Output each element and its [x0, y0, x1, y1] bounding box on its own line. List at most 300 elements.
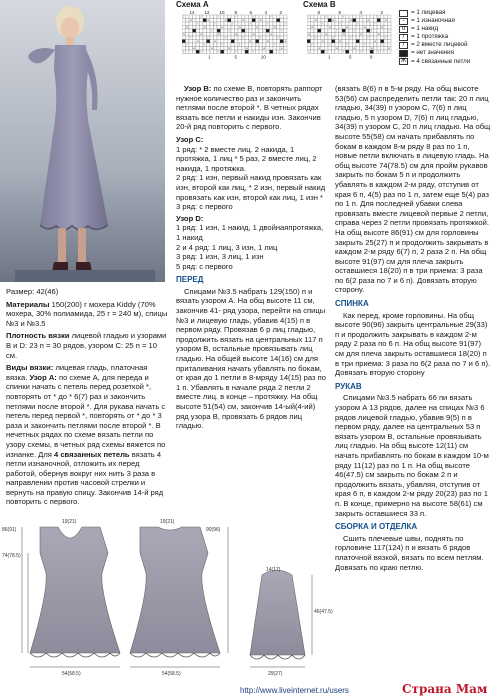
- chart-symbol: /: [186, 42, 188, 47]
- model-figure-image: [0, 0, 165, 282]
- chart-top-mark: 4: [264, 10, 268, 15]
- chart-cell: [367, 35, 374, 40]
- chart-cell: [203, 29, 207, 33]
- chart-cell: [214, 47, 218, 51]
- chart-cell: [263, 36, 267, 40]
- front-piece-schematic: [30, 527, 120, 657]
- chart-symbol: o: [336, 46, 338, 51]
- chart-cell: [318, 22, 322, 26]
- chart-cell: [231, 50, 235, 54]
- chart-cell: [242, 22, 246, 26]
- size-line: Размер: 42(46): [6, 287, 59, 296]
- chart-cell: [384, 29, 388, 33]
- chart-top-mark: 4: [359, 10, 363, 15]
- chart-cell: [377, 36, 381, 40]
- chart-cell: [388, 19, 392, 23]
- chart-symbol: /: [308, 14, 309, 19]
- legend-row: [399, 33, 495, 41]
- chart-cell: [270, 14, 277, 19]
- spinka-text: Как перед, кроме горловины. На общ высоте 90(96) закрыть центральные 29(33) п и продолжить закрывать в каждом 2-м ряду 2 раза по 6 п. На общ высоте 91(97) см для плеча закрыть оставшиеся 18(20) п в три приема: 3 раза по 6(2 раза по 7 и 6 п). Довязать вторую сторону: [335, 310, 491, 378]
- chart-cell: [321, 43, 325, 47]
- chart-symbol: /: [325, 14, 327, 19]
- chart-cell: [374, 15, 378, 19]
- materials-text: 150(200) г мохера Kiddy (70% мохера, 30% полиамида, 25 г = 240 м), спицы №3 и №3.5: [6, 299, 168, 328]
- chart-cell: [314, 47, 318, 51]
- types-label: Виды вязки:: [6, 363, 54, 373]
- chart-symbol: /: [329, 42, 330, 47]
- chart-cell: [249, 15, 253, 19]
- chart-symbol: o: [249, 39, 252, 44]
- chart-symbol: /: [378, 14, 379, 19]
- chart-cell: [363, 19, 367, 23]
- chart-symbol: /: [353, 28, 355, 33]
- chart-symbol: /: [235, 49, 237, 54]
- chart-cell: [207, 18, 214, 23]
- chart-cell: [374, 21, 381, 26]
- chart-cell: [353, 46, 360, 51]
- chart-symbol: /: [260, 35, 261, 40]
- pered-text: Спицами №3.5 набрать 129(150) п и вязать узором А. На общ высоте 11 см, закончив 41- ряд узора, перейти на спицы №3 и лицевую гладь, убавив 4(15) п в первом ряду. Провязав 6 р лиц гладью, продолжить вязать на центральных 117 п узором В, остальные провязывать лиц гладью. На общей высоте 14(16) см для приталивания начать убавлять по бокам, от края до 1 петли в 8-мряду 14(15) раз по 1 п. Убавлять в начале ряда 2 петли 2 вместе лиц. в конце – протяжку. На общ высоте 51(54) см, закончив 14-ый(4-ий) ряд узора В, провязать 6 рядов лиц гладью.: [176, 286, 326, 431]
- chart-cell: [325, 14, 332, 19]
- chart-top-mark: 10: [219, 10, 225, 15]
- uzor-a-text: по схеме А, для переда и спинки начать с петель перед розеткой *, повторять от * до * 6(7) раз и закончить петлями после второй *. Для рукава начать с петель перед первой *, повторять от * до * 3 раза и закончить петлями после второй *. В нечетных рядах по схеме вязать петли по узору схемы, в четных ряд схемы вяжется по изнанке. Для: [6, 372, 166, 459]
- chart-cell: [284, 26, 288, 30]
- back-height-label: 90(96): [206, 527, 221, 533]
- chart-symbol: /: [388, 28, 390, 33]
- chart-cell: [189, 47, 193, 51]
- spinka-heading: СПИНКА: [335, 299, 369, 309]
- chart-cell: [256, 36, 260, 40]
- uzor-d-line: 5 ряд: с первого: [176, 261, 233, 271]
- chart-symbol: o: [281, 46, 283, 51]
- chart-cell: [200, 49, 207, 54]
- chart-cell: [224, 50, 228, 54]
- chart-cell: [328, 36, 332, 40]
- types-text: лицевая гладь, платочная вязка.: [6, 363, 148, 382]
- chart-symbol: /: [218, 14, 219, 19]
- chart-cell: [214, 50, 218, 54]
- chart-cell: [252, 36, 256, 40]
- chart-a-title: Схема А: [176, 0, 209, 9]
- chart-cell: [228, 19, 232, 23]
- chart-cell: [249, 26, 253, 30]
- chart-cell: [242, 35, 249, 40]
- chart-cell: [360, 36, 364, 40]
- chart-symbol: o: [207, 18, 210, 23]
- chart-cell: [318, 19, 322, 23]
- chart-symbol: o: [193, 46, 196, 51]
- chart-cell: [374, 29, 378, 33]
- dress-photo: [0, 0, 165, 282]
- chart-cell: [210, 15, 214, 19]
- pattern-schematics: [0, 513, 335, 683]
- chart-a: [176, 0, 294, 70]
- chart-cell: [210, 40, 214, 44]
- chart-cell: [277, 22, 281, 26]
- legend-text: = 1 лицевая: [411, 9, 446, 16]
- uzor-b-text: по схеме В, повторять раппорт нужное количество раз и закончить петлями после второй *. В четных рядах вязать все петли и накиды изн. Закончив 20-й ряд повторить с первого.: [176, 84, 323, 132]
- chart-cell: [263, 22, 267, 26]
- chart-cell: [182, 26, 186, 30]
- chart-cell: [363, 47, 367, 51]
- chart-cell: [182, 36, 186, 40]
- chart-cell: [318, 50, 322, 54]
- chart-symbol: /: [267, 21, 268, 26]
- chart-symbol: /: [197, 21, 198, 26]
- legend-text: = 2 вместе лицевой: [411, 41, 468, 49]
- rukav-heading: РУКАВ: [335, 381, 362, 391]
- chart-cell: [325, 49, 332, 54]
- chart-cell: [245, 15, 249, 19]
- chart-cell: [200, 22, 204, 26]
- chart-cell: [321, 29, 325, 33]
- chart-symbol: /: [242, 35, 244, 40]
- chart-symbol: /: [274, 42, 275, 47]
- chart-cell: [346, 25, 353, 30]
- legend-text: = 4 связанные петли: [411, 57, 471, 65]
- chart-cell: [221, 29, 225, 33]
- materials-label: Материалы: [6, 299, 50, 309]
- chart-cell: [367, 22, 371, 26]
- chart-symbol: /: [381, 42, 383, 47]
- chart-cell: [335, 40, 339, 44]
- chart-symbol: o: [235, 32, 238, 37]
- chart-cell: [214, 21, 221, 26]
- chart-symbol: /: [343, 14, 344, 19]
- chart-cell: [384, 47, 388, 51]
- chart-cell: [328, 47, 332, 51]
- chart-cell: [356, 36, 360, 40]
- chart-cell: [224, 29, 228, 33]
- chart-cell: [245, 33, 249, 37]
- chart-cell: [307, 19, 311, 23]
- chart-cell: [353, 40, 357, 44]
- chart-cell: [349, 40, 353, 44]
- chart-cell: [332, 50, 336, 54]
- chart-cell: [186, 50, 190, 54]
- chart-cell: [332, 43, 336, 47]
- chart-cell: [196, 15, 200, 19]
- chart-cell: [363, 29, 367, 33]
- chart-cell: [182, 40, 186, 44]
- chart-cell: [221, 15, 225, 19]
- chart-symbol: o: [325, 32, 328, 37]
- chart-cell: [384, 22, 388, 26]
- chart-symbol: o: [346, 25, 349, 30]
- chart-cell: [346, 36, 350, 40]
- chart-symbol: o: [308, 32, 310, 37]
- chart-cell: [221, 25, 228, 30]
- chart-cell: [381, 50, 385, 54]
- chart-symbol: /: [200, 14, 202, 19]
- chart-cell: [349, 50, 353, 54]
- chart-cell: [196, 43, 200, 47]
- chart-cell: [307, 40, 311, 44]
- chart-cell: [221, 19, 225, 23]
- chart-symbol: o: [204, 25, 206, 30]
- chart-cell: [277, 40, 281, 44]
- chart-cell: [356, 15, 360, 19]
- chart-symbol: o: [385, 18, 387, 23]
- chart-cell: [321, 33, 325, 37]
- chart-symbol: o: [284, 39, 287, 44]
- chart-cell: [214, 39, 221, 44]
- chart-cell: [374, 33, 378, 37]
- source-url[interactable]: http://www.liveinternet.ru/users: [240, 686, 349, 695]
- chart-cell: [314, 29, 318, 33]
- chart-cell: [360, 22, 364, 26]
- chart-cell: [273, 19, 277, 23]
- chart-cell: [207, 35, 214, 40]
- chart-symbol: /: [360, 14, 362, 19]
- chart-symbol: o: [322, 39, 324, 44]
- uzor-c-line: 2 ряд: 1 изн, первый накид провязать как изн, второй как лиц, * 2 изн, первый накид провязать как изн, второй как лиц, 1 изн *: [176, 173, 326, 202]
- chart-cell: [231, 40, 235, 44]
- uzor-a-label: Узор А:: [29, 372, 57, 382]
- chart-cell: [277, 19, 281, 23]
- chart-cell: [363, 36, 367, 40]
- uzor-a-tail: вязать 4 петли изнаночной, отложить их перед работой, обернув вокруг них нить 3 раза в направлении против часовой стрелки и вернуть на правую спицу. Закончив 14-й ряд повторить с первого.: [6, 449, 164, 507]
- chart-cell: [311, 50, 315, 54]
- chart-cell: [346, 42, 353, 47]
- chart-cell: [186, 36, 190, 40]
- chart-cell: [259, 50, 263, 54]
- chart-cell: [200, 19, 204, 23]
- chart-symbol: /: [225, 35, 226, 40]
- chart-cell: [235, 19, 239, 23]
- chart-cell: [238, 47, 242, 51]
- chart-cell: [360, 26, 364, 30]
- chart-cell: [270, 36, 274, 40]
- chart-cell: [339, 47, 343, 51]
- chart-cell: [238, 29, 242, 33]
- chart-cell: [311, 25, 318, 30]
- chart-symbol: o: [381, 25, 384, 30]
- legend-text: = 1 накид: [411, 25, 439, 33]
- chart-cell: [228, 33, 232, 37]
- chart-cell: [335, 15, 339, 19]
- chart-symbol: /: [374, 21, 376, 26]
- chart-cell: [367, 50, 371, 54]
- chart-a-grid: [182, 9, 288, 65]
- schematic-drawings: [0, 513, 335, 683]
- legend-row: [399, 25, 495, 33]
- chart-cell: [193, 40, 197, 44]
- chart-cell: [353, 33, 357, 37]
- chart-cell: [307, 26, 311, 30]
- chart-symbol: o: [186, 25, 189, 30]
- chart-cell: [335, 22, 339, 26]
- chart-cell: [381, 29, 385, 33]
- chart-cell: [277, 50, 281, 54]
- chart-cell: [318, 26, 322, 30]
- chart-cell: [307, 22, 311, 26]
- chart-symbol: o: [353, 46, 356, 51]
- back-top-label: 19(21): [160, 519, 175, 525]
- chart-cell: [356, 40, 360, 44]
- chart-cell: [328, 29, 332, 33]
- chart-cell: [270, 32, 277, 37]
- chart-bottom-mark: 5: [234, 54, 238, 60]
- chart-cell: [200, 43, 204, 47]
- chart-cell: [242, 47, 246, 51]
- chart-top-mark: 2: [279, 10, 283, 15]
- chart-cell: [325, 22, 329, 26]
- chart-cell: [342, 36, 346, 40]
- chart-top-mark: 2: [380, 10, 384, 15]
- chart-symbol: o: [218, 32, 220, 37]
- chart-cell: [339, 29, 343, 33]
- chart-cell: [374, 47, 378, 51]
- chart-cell: [214, 43, 218, 47]
- uzor-d-line: 1 ряд: 1 изн, 1 накид, 1 двойнаяпротяжка, 1 накид: [176, 223, 324, 242]
- density-text: лицевой гладью и узорами В и D: 23 п = 30 рядов, узором С: 25 п = 10 см.: [6, 331, 167, 360]
- chart-cell: [284, 29, 288, 33]
- chart-cell: [224, 47, 228, 51]
- chart-cell: [280, 22, 284, 26]
- chart-symbol: o: [200, 32, 203, 37]
- chart-symbol: /: [357, 21, 358, 26]
- legend-symbol: -: [399, 18, 408, 25]
- chart-cell: [318, 29, 322, 33]
- chart-symbol: o: [364, 25, 366, 30]
- chart-symbol: o: [318, 46, 321, 51]
- chart-symbol: o: [263, 46, 266, 51]
- chart-cell: [374, 39, 381, 44]
- chart-cell: [221, 42, 228, 47]
- chart-symbol: /: [339, 21, 341, 26]
- chart-cell: [263, 15, 267, 19]
- chart-cell: [307, 43, 311, 47]
- chart-cell: [370, 33, 374, 37]
- chart-cell: [342, 43, 346, 47]
- chart-cell: [335, 33, 339, 37]
- chart-cell: [221, 50, 225, 54]
- legend-text: = 1 протяжка: [411, 33, 449, 41]
- chart-cell: [318, 40, 322, 44]
- chart-cell: [314, 40, 318, 44]
- chart-symbol: /: [249, 21, 251, 26]
- chart-cell: [270, 19, 274, 23]
- chart-symbol: /: [204, 42, 205, 47]
- chart-cell: [189, 50, 193, 54]
- chart-cell: [182, 19, 186, 23]
- chart-cell: [270, 50, 274, 54]
- chart-cell: [360, 19, 364, 23]
- chart-cell: [217, 19, 221, 23]
- chart-cell: [388, 36, 392, 40]
- chart-cell: [367, 43, 371, 47]
- chart-cell: [231, 36, 235, 40]
- chart-top-mark: 14: [189, 10, 195, 15]
- chart-cell: [200, 14, 207, 19]
- chart-cell: [252, 26, 256, 30]
- chart-cell: [388, 50, 392, 54]
- chart-cell: [321, 26, 325, 30]
- chart-symbol: o: [315, 18, 317, 23]
- chart-cell: [193, 15, 197, 19]
- chart-cell: [353, 50, 357, 54]
- chart-bottom-mark: 1: [208, 54, 211, 60]
- chart-symbol: o: [343, 32, 345, 37]
- chart-symbol: o: [267, 39, 269, 44]
- chart-cell: [256, 25, 263, 30]
- chart-cell: [277, 26, 281, 30]
- chart-top-mark: 6: [249, 10, 253, 15]
- chart-symbol: /: [308, 49, 309, 54]
- chart-cell: [339, 39, 346, 44]
- chart-cell: [332, 40, 336, 44]
- uzor-d-line: 3 ряд: 1 изн, 3 лиц, 1 изн: [176, 252, 264, 262]
- chart-cell: [210, 22, 214, 26]
- chart-cell: [249, 33, 253, 37]
- chart-cell: [256, 15, 260, 19]
- chart-cell: [256, 50, 260, 54]
- chart-cell: [245, 22, 249, 26]
- chart-cell: [367, 18, 374, 23]
- chart-cell: [384, 40, 388, 44]
- chart-cell: [242, 29, 246, 33]
- chart-cell: [210, 50, 214, 54]
- chart-cell: [277, 43, 281, 47]
- chart-cell: [217, 43, 221, 47]
- chart-cell: [193, 46, 200, 51]
- chart-cell: [196, 26, 200, 30]
- chart-cell: [280, 33, 284, 37]
- column-middle: [176, 84, 329, 431]
- chart-symbol: /: [343, 49, 344, 54]
- uzor-c-label: Узор С:: [176, 134, 204, 144]
- chart-cell: [266, 33, 270, 37]
- chart-cell: [259, 29, 263, 33]
- chart-cell: [356, 26, 360, 30]
- chart-cell: [280, 40, 284, 44]
- chart-cell: [249, 50, 253, 54]
- sleeve-top-label: 14(17): [266, 567, 281, 573]
- sborka-text: Сшить плечевые швы, поднять по горловине 117(124) п и вязать 6 рядов платочной вязкой, вязать по всем петлям. Довязать по краю петлю.: [335, 533, 484, 572]
- uzor-a-bold: 4 связанных петель: [54, 449, 130, 459]
- chart-cell: [360, 49, 367, 54]
- sleeve-schematic: [250, 570, 305, 659]
- chart-cell: [277, 47, 281, 51]
- legend-text: = нет значения: [411, 49, 454, 57]
- chart-cell: [203, 36, 207, 40]
- legend-symbol: ■: [399, 50, 408, 57]
- chart-cell: [374, 26, 378, 30]
- chart-cell: [263, 46, 270, 51]
- chart-cell: [270, 22, 274, 26]
- chart-cell: [321, 15, 325, 19]
- chart-symbol: /: [270, 14, 272, 19]
- chart-cell: [325, 36, 329, 40]
- chart-cell: [235, 14, 242, 19]
- chart-symbol: o: [367, 18, 370, 23]
- chart-cell: [214, 26, 218, 30]
- chart-cell: [284, 43, 288, 47]
- chart-cell: [314, 50, 318, 54]
- chart-cell: [207, 43, 211, 47]
- chart-cell: [381, 19, 385, 23]
- chart-cell: [263, 28, 270, 33]
- chart-cell: [325, 43, 329, 47]
- chart-cell: [332, 47, 336, 51]
- chart-cell: [311, 29, 315, 33]
- chart-cell: [377, 19, 381, 23]
- chart-cell: [339, 50, 343, 54]
- chart-symbol: /: [183, 14, 184, 19]
- chart-cell: [346, 33, 350, 37]
- chart-symbol: o: [190, 18, 192, 23]
